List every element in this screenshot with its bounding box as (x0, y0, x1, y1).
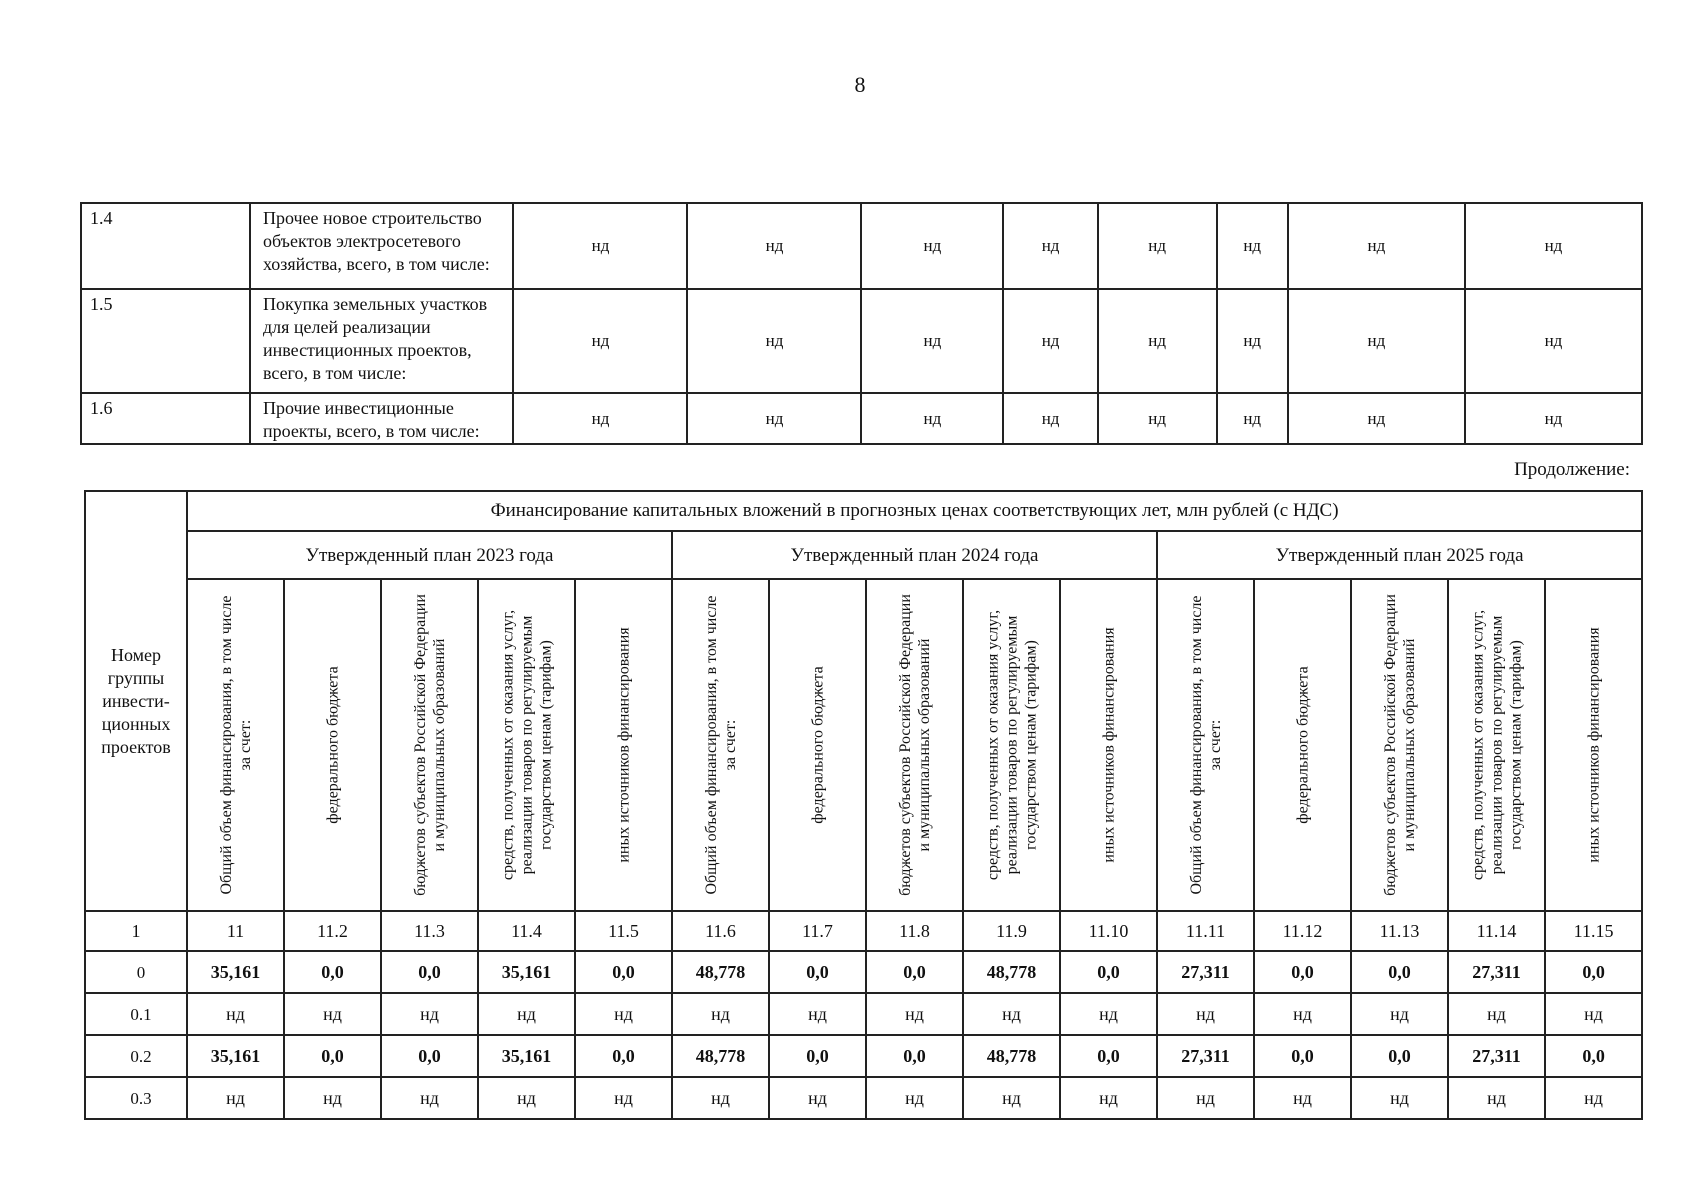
row-name: Покупка земельных участков для целей реализации инвестиционных проектов, всего, в том числе: (250, 289, 514, 393)
group-number: 0.2 (85, 1035, 187, 1077)
value-cell: 0,0 (284, 951, 381, 993)
value-cell: 0,0 (284, 1035, 381, 1077)
value-cell: нд (687, 203, 861, 289)
column-header (866, 579, 963, 911)
value-cell: нд (1288, 289, 1465, 393)
value-cell: нд (1157, 1077, 1254, 1119)
value-cell: 48,778 (672, 1035, 769, 1077)
value-cell: нд (187, 1077, 284, 1119)
group-number-header: Номер группы инвести-ционных проектов (85, 491, 187, 911)
column-header-text: средств, полученных от оказания услуг, реализации товаров по регулируемым государством ценам (тарифам) (984, 609, 1039, 881)
column-number: 11.8 (866, 911, 963, 951)
value-cell: нд (866, 1077, 963, 1119)
table-row (85, 993, 1642, 1035)
value-cell: нд (1288, 393, 1465, 444)
value-cell: нд (1157, 993, 1254, 1035)
column-header (769, 579, 866, 911)
value-cell: нд (1448, 993, 1545, 1035)
value-cell: нд (1098, 203, 1217, 289)
column-number: 11.10 (1060, 911, 1157, 951)
column-header-text: бюджетов субъектов Российской Федерации и муниципальных образований (411, 594, 448, 896)
column-number: 11.13 (1351, 911, 1448, 951)
plan-2024-header: Утвержденный план 2024 года (672, 531, 1157, 579)
column-header (963, 579, 1060, 911)
top-table-row (81, 203, 1642, 289)
value-cell: нд (575, 1077, 672, 1119)
column-header-text: бюджетов субъектов Российской Федерации и муниципальных образований (1381, 594, 1418, 896)
value-cell: нд (478, 1077, 575, 1119)
value-cell: 0,0 (1351, 951, 1448, 993)
column-number: 11.4 (478, 911, 575, 951)
value-cell: нд (575, 993, 672, 1035)
value-cell: нд (1217, 203, 1288, 289)
column-header (1351, 579, 1448, 911)
value-cell: нд (861, 289, 1003, 393)
value-cell: 0,0 (381, 951, 478, 993)
column-header (381, 579, 478, 911)
value-cell: 0,0 (1351, 1035, 1448, 1077)
column-header (1254, 579, 1351, 911)
column-header (478, 579, 575, 911)
financing-table (84, 490, 1643, 1120)
value-cell: нд (1465, 289, 1642, 393)
value-cell: нд (1351, 993, 1448, 1035)
value-cell: нд (963, 1077, 1060, 1119)
value-cell: нд (1003, 203, 1098, 289)
row-number: 1.4 (81, 203, 250, 289)
value-cell: нд (861, 203, 1003, 289)
value-cell: нд (478, 993, 575, 1035)
value-cell: нд (1288, 203, 1465, 289)
value-cell: нд (963, 993, 1060, 1035)
value-cell: нд (1465, 203, 1642, 289)
column-number: 11.3 (381, 911, 478, 951)
value-cell: 0,0 (866, 951, 963, 993)
value-cell: нд (1217, 393, 1288, 444)
table-row (85, 1077, 1642, 1119)
value-cell: 35,161 (187, 951, 284, 993)
column-header (575, 579, 672, 911)
continuation-label: Продолжение: (1514, 459, 1630, 480)
column-header-text: средств, полученных от оказания услуг, реализации товаров по регулируемым государством ценам (тарифам) (499, 609, 554, 881)
value-cell: 27,311 (1448, 1035, 1545, 1077)
column-number: 1 (85, 911, 187, 951)
column-header-text: федерального бюджета (324, 666, 341, 824)
top-table-row (81, 393, 1642, 444)
value-cell: нд (187, 993, 284, 1035)
column-number: 11.9 (963, 911, 1060, 951)
column-header-text: средств, полученных от оказания услуг, реализации товаров по регулируемым государством ценам (тарифам) (1469, 609, 1524, 881)
financing-caption: Финансирование капитальных вложений в прогнозных ценах соответствующих лет, млн рублей (с НДС) (187, 491, 1642, 531)
value-cell: 0,0 (1545, 1035, 1642, 1077)
value-cell: 35,161 (187, 1035, 284, 1077)
column-header (187, 579, 284, 911)
value-cell: 0,0 (769, 951, 866, 993)
column-header (1448, 579, 1545, 911)
value-cell: нд (1003, 393, 1098, 444)
value-cell: 35,161 (478, 1035, 575, 1077)
column-header-text: иных источников финансирования (1585, 627, 1603, 863)
column-number: 11.15 (1545, 911, 1642, 951)
plan-2023-header: Утвержденный план 2023 года (187, 531, 672, 579)
column-number: 11.12 (1254, 911, 1351, 951)
table-row (85, 951, 1642, 993)
value-cell: 27,311 (1157, 1035, 1254, 1077)
group-number: 0.1 (85, 993, 187, 1035)
value-cell: 0,0 (575, 951, 672, 993)
value-cell: нд (381, 1077, 478, 1119)
page-number: 8 (854, 72, 866, 97)
column-header-text: иных источников финансирования (615, 627, 632, 863)
value-cell: 27,311 (1157, 951, 1254, 993)
column-header (1545, 579, 1642, 911)
value-cell: нд (861, 393, 1003, 444)
column-number: 11.7 (769, 911, 866, 951)
value-cell: 0,0 (866, 1035, 963, 1077)
value-cell: нд (1060, 993, 1157, 1035)
plan-2025-header: Утвержденный план 2025 года (1157, 531, 1642, 579)
column-header (1157, 579, 1254, 911)
column-header-text: Общий объем финансирования, в том числе за счет: (1187, 595, 1224, 895)
value-cell: нд (769, 1077, 866, 1119)
column-number: 11.11 (1157, 911, 1254, 951)
value-cell: нд (1060, 1077, 1157, 1119)
value-cell: нд (284, 993, 381, 1035)
value-cell: нд (1448, 1077, 1545, 1119)
value-cell: 0,0 (1060, 951, 1157, 993)
value-cell: нд (1217, 289, 1288, 393)
value-cell: нд (687, 289, 861, 393)
column-header-text: Общий объем финансирования, в том числе за счет: (702, 595, 739, 895)
column-number: 11.6 (672, 911, 769, 951)
group-number: 0.3 (85, 1077, 187, 1119)
value-cell: 48,778 (963, 1035, 1060, 1077)
value-cell: нд (1254, 993, 1351, 1035)
value-cell: 0,0 (1254, 1035, 1351, 1077)
value-cell: нд (284, 1077, 381, 1119)
value-cell: нд (1545, 993, 1642, 1035)
column-header-text: иных источников финансирования (1100, 627, 1117, 863)
column-number: 11.5 (575, 911, 672, 951)
column-number: 11 (187, 911, 284, 951)
value-cell: нд (1545, 1077, 1642, 1119)
column-header (1060, 579, 1157, 911)
column-header (284, 579, 381, 911)
row-name: Прочие инвестиционные проекты, всего, в том числе: (250, 393, 514, 444)
value-cell: нд (1254, 1077, 1351, 1119)
value-cell: 35,161 (478, 951, 575, 993)
value-cell: 0,0 (769, 1035, 866, 1077)
value-cell: нд (381, 993, 478, 1035)
value-cell: нд (1098, 289, 1217, 393)
value-cell: нд (513, 289, 687, 393)
value-cell: нд (513, 393, 687, 444)
value-cell: нд (1003, 289, 1098, 393)
value-cell: нд (769, 993, 866, 1035)
value-cell: нд (1351, 1077, 1448, 1119)
row-name: Прочее новое строительство объектов электросетевого хозяйства, всего, в том числе: (250, 203, 514, 289)
value-cell: нд (1465, 393, 1642, 444)
value-cell: нд (672, 993, 769, 1035)
value-cell: нд (513, 203, 687, 289)
value-cell: 0,0 (575, 1035, 672, 1077)
row-number: 1.6 (81, 393, 250, 444)
row-number: 1.5 (81, 289, 250, 393)
column-number: 11.2 (284, 911, 381, 951)
value-cell: 0,0 (1254, 951, 1351, 993)
value-cell: 48,778 (672, 951, 769, 993)
value-cell: нд (1098, 393, 1217, 444)
column-header (672, 579, 769, 911)
value-cell: нд (866, 993, 963, 1035)
column-header-text: федерального бюджета (809, 666, 826, 824)
group-number: 0 (85, 951, 187, 993)
value-cell: нд (687, 393, 861, 444)
value-cell: 0,0 (1060, 1035, 1157, 1077)
top-table (80, 202, 1643, 445)
column-header-text: бюджетов субъектов Российской Федерации и муниципальных образований (896, 594, 933, 896)
value-cell: 27,311 (1448, 951, 1545, 993)
value-cell: 0,0 (381, 1035, 478, 1077)
value-cell: нд (672, 1077, 769, 1119)
top-table-row (81, 289, 1642, 393)
table-row (85, 1035, 1642, 1077)
column-number: 11.14 (1448, 911, 1545, 951)
value-cell: 48,778 (963, 951, 1060, 993)
column-header-text: федерального бюджета (1294, 666, 1311, 824)
value-cell: 0,0 (1545, 951, 1642, 993)
column-header-text: Общий объем финансирования, в том числе за счет: (217, 595, 254, 895)
